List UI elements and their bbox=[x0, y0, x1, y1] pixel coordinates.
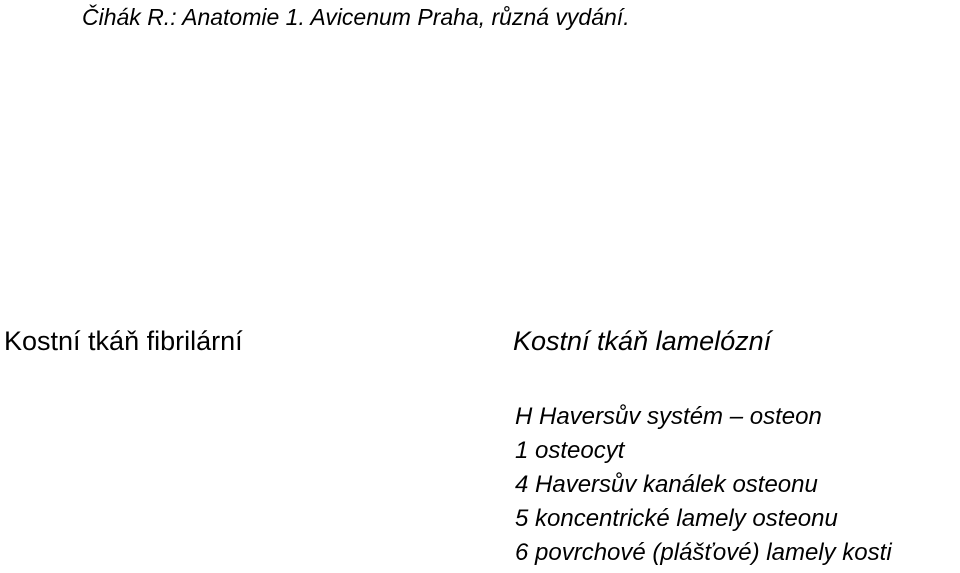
heading-lamellar-bone: Kostní tkáň lamelózní bbox=[513, 326, 772, 356]
legend-item-osteocyte: 1 osteocyt bbox=[515, 437, 625, 464]
figure-legend bbox=[515, 403, 892, 573]
legend-item-haversian-system: H Haversův systém – osteon bbox=[515, 403, 822, 430]
source-citation: Čihák R.: Anatomie 1. Avicenum Praha, různá vydání. bbox=[82, 4, 630, 30]
heading-fibrillar-bone: Kostní tkáň fibrilární bbox=[4, 326, 243, 356]
legend-item-surface-lamellae: 6 povrchové (plášťové) lamely kosti bbox=[515, 539, 892, 566]
legend-item-concentric-lamellae: 5 koncentrické lamely osteonu bbox=[515, 505, 838, 532]
legend-item-haversian-canal: 4 Haversův kanálek osteonu bbox=[515, 471, 818, 498]
